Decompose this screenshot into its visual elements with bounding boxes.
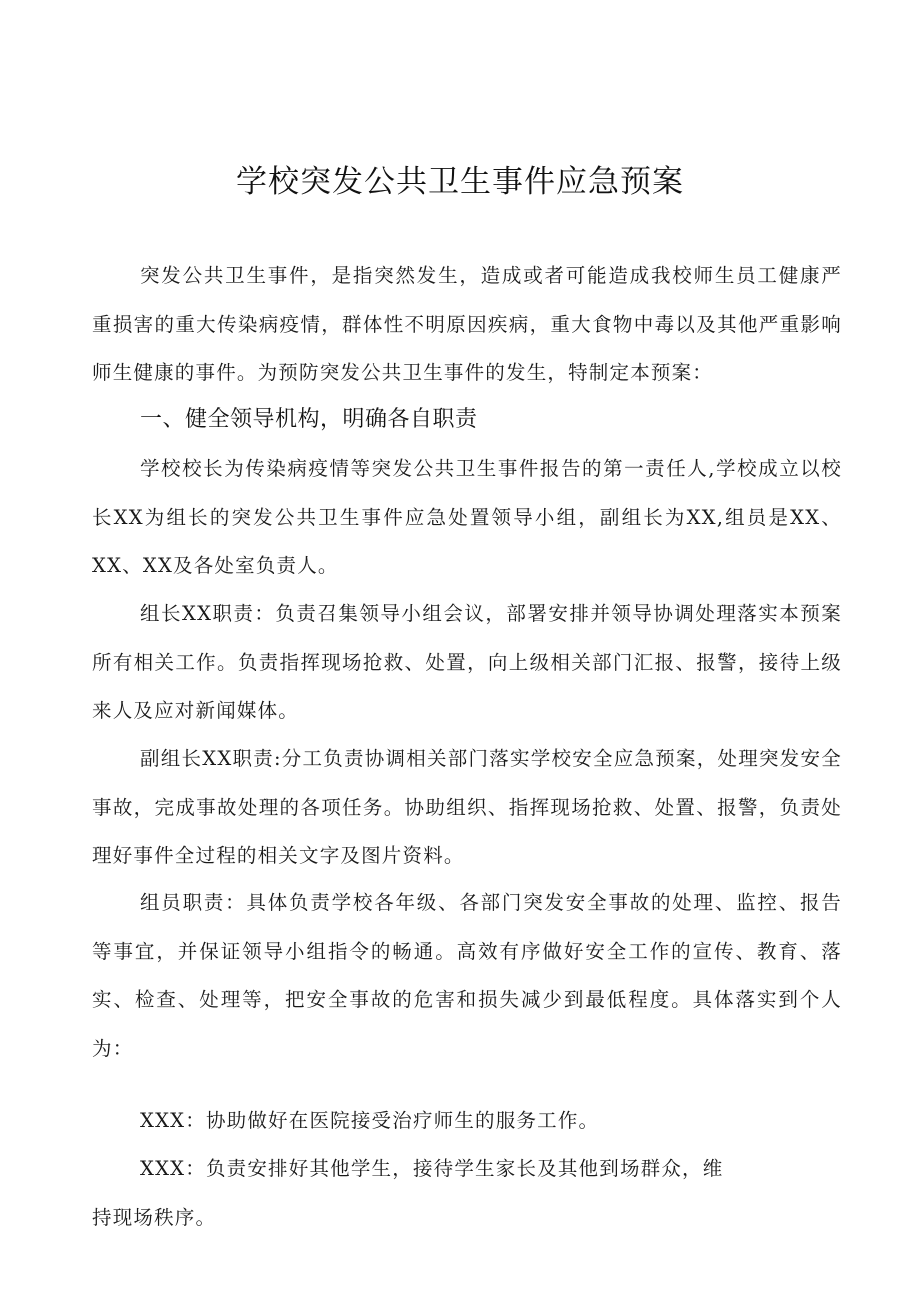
assignment-line-2: XXX：负责安排好其他学生，接待学生家长及其他到场群众，维 (140, 1157, 724, 1180)
member-duties-paragraph: 组员职责：具体负责学校各年级、各部门突发安全事故的处理、监控、报告等事宜，并保证领导小组指令的畅通。高效有序做好安全工作的宣传、教育、落实、检查、处理等，把安全事故的危害和损失减少到最低程度。具体落实到个人为： (92, 891, 842, 1060)
leader-paragraph: 学校校长为传染病疫情等突发公共卫生事件报告的第一责任人,学校成立以校长XX为组长的突发公共卫生事件应急处置领导小组，副组长为XX,组员是XX、XX、XX及各处室负责人。 (92, 457, 842, 577)
section-heading: 一、健全领导机构，明确各自职责 (140, 407, 478, 432)
group-leader-duties-paragraph: 组长XX职责：负责召集领导小组会议，部署安排并领导协调处理落实本预案所有相关工作。负责指挥现场抢救、处置，向上级相关部门汇报、报警，接待上级来人及应对新闻媒体。 (92, 602, 842, 722)
intro-paragraph: 突发公共卫生事件，是指突然发生，造成或者可能造成我校师生员工健康严重损害的重大传染病疫情，群体性不明原因疾病，重大食物中毒以及其他严重影响师生健康的事件。为预防突发公共卫生事件的发生，特制定本预案： (92, 264, 842, 384)
deputy-leader-duties-paragraph: 副组长XX职责:分工负责协调相关部门落实学校安全应急预案，处理突发安全事故，完成事故处理的各项任务。协助组织、指挥现场抢救、处置、报警，负责处理好事件全过程的相关文字及图片资料。 (92, 747, 842, 867)
document-title: 学校突发公共卫生事件应急预案 (236, 164, 684, 200)
assignment-line-1: XXX：协助做好在医院接受治疗师生的服务工作。 (140, 1109, 600, 1132)
assignment-line-2-continued: 持现场秩序。 (92, 1206, 217, 1229)
